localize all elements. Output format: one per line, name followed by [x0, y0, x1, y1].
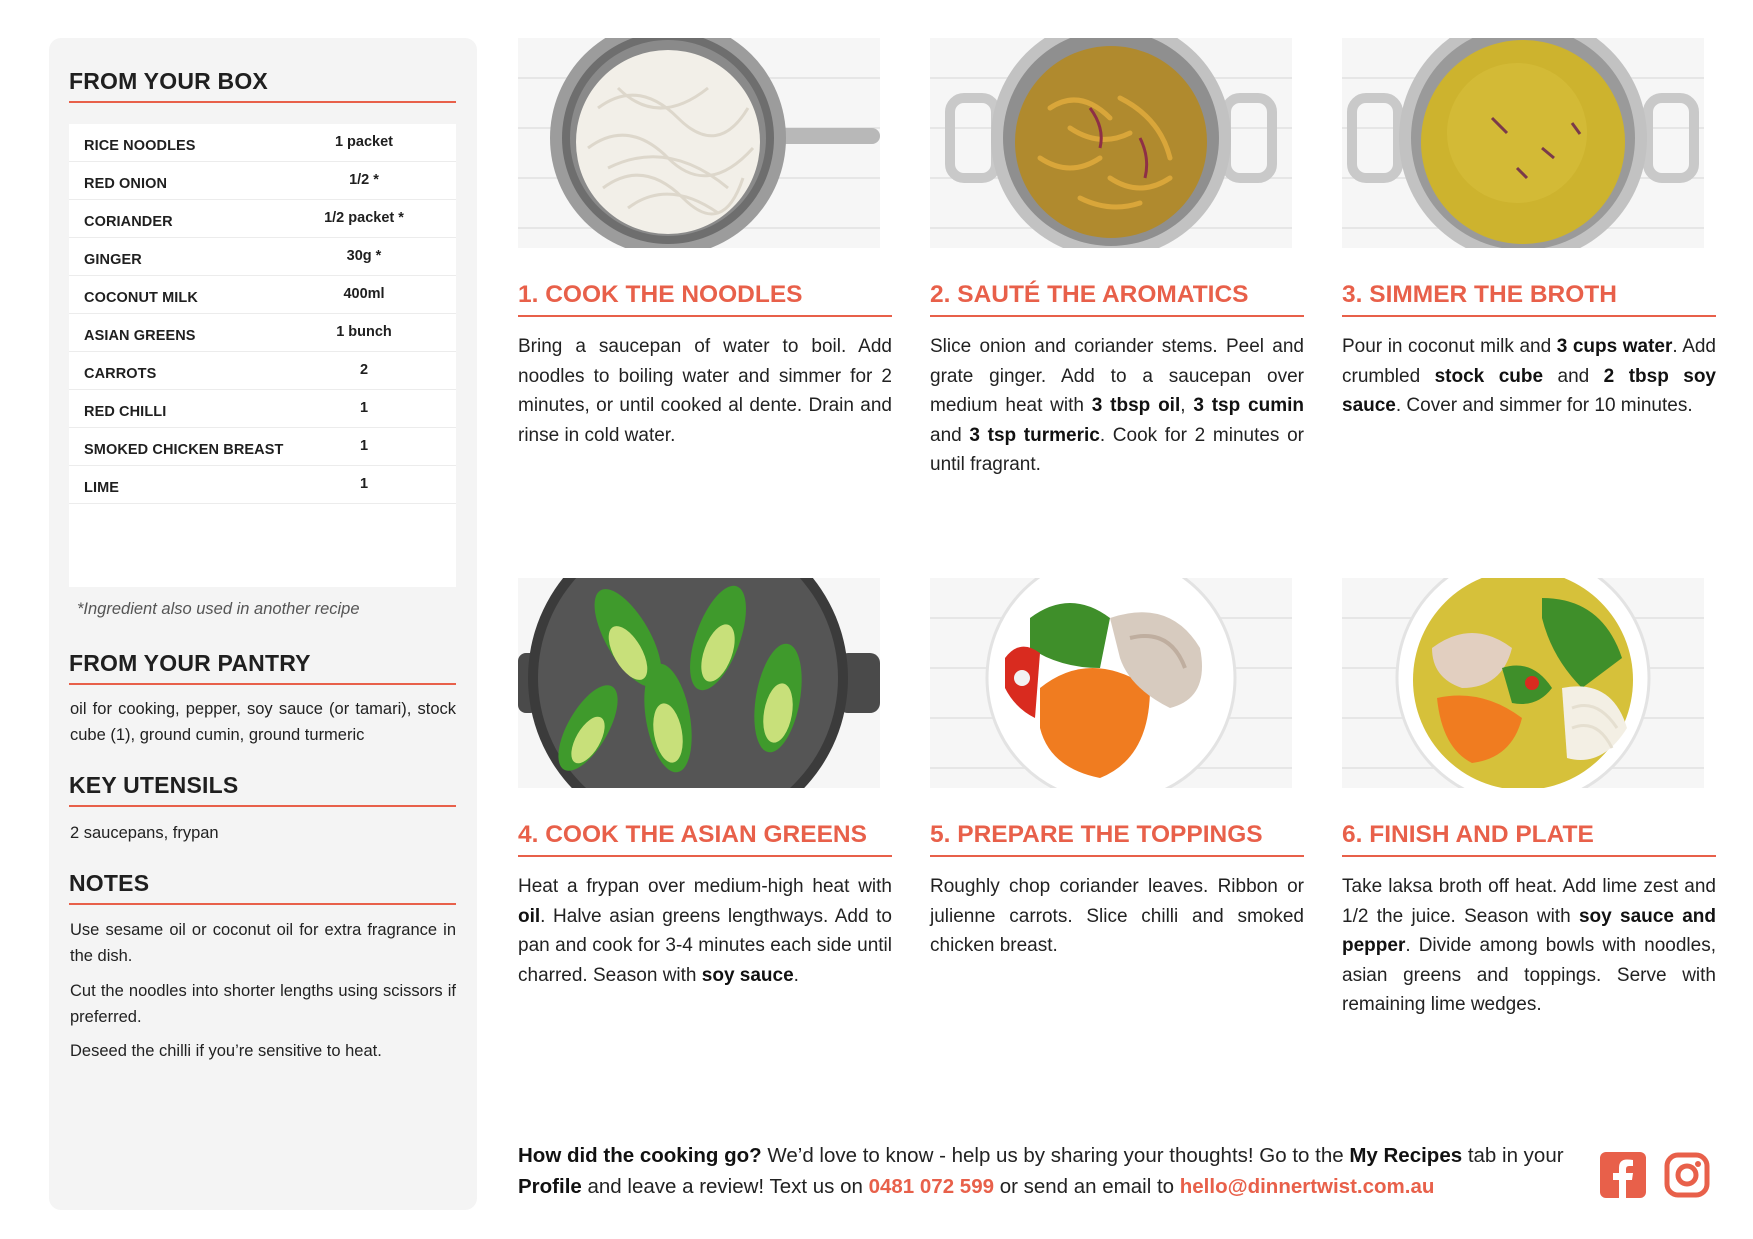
- ingredients-sidebar: [49, 38, 477, 1210]
- profile-label: Profile: [518, 1175, 582, 1198]
- instruction-text: Slice onion and coriander stems. Peel and grate ginger. Add to a saucepan over medium heat with: [930, 336, 1304, 416]
- step-3-photo-broth: [1342, 38, 1704, 248]
- ingredient-row: [69, 162, 456, 200]
- ingredient-footnote: *Ingredient also used in another recipe: [77, 600, 360, 618]
- ingredient-name: RICE NOODLES: [84, 138, 196, 154]
- highlighted-ingredient: soy sauce and pepper: [1342, 905, 1717, 956]
- ingredient-name: GINGER: [84, 252, 142, 268]
- instagram-icon[interactable]: [1664, 1152, 1710, 1198]
- note-item: Use sesame oil or coconut oil for extra fragrance in the dish.: [70, 921, 456, 965]
- step-1-photo-noodles: [518, 38, 880, 248]
- ingredient-qty: 1 bunch: [336, 324, 392, 340]
- ingredient-name: SMOKED CHICKEN BREAST: [84, 442, 284, 458]
- step-6-text: [1342, 872, 1716, 1020]
- highlighted-ingredient: stock cube: [1434, 365, 1544, 387]
- ingredient-qty: 2: [359, 362, 369, 378]
- instruction-text: Pour in coconut milk and: [1342, 336, 1557, 357]
- ingredient-name: LIME: [84, 480, 120, 496]
- highlighted-ingredient: 3 tsp cumin: [1193, 395, 1304, 416]
- step-2-text: [930, 332, 1304, 480]
- step-3-title: 3. SIMMER THE BROTH: [1342, 281, 1716, 317]
- instruction-text: . Add crumbled: [1342, 336, 1716, 387]
- facebook-icon[interactable]: [1600, 1152, 1646, 1198]
- step-1-text: [518, 332, 892, 450]
- step-5-title: 5. PREPARE THE TOPPINGS: [930, 821, 1304, 857]
- note-item: Deseed the chilli if you’re sensitive to heat.: [70, 1042, 382, 1060]
- highlighted-ingredient: 2 tbsp soy sauce: [1342, 365, 1716, 416]
- ingredient-qty: 1: [359, 400, 369, 416]
- ingredient-qty: 1/2 *: [349, 172, 379, 188]
- feedback-footer: [518, 1140, 1578, 1202]
- ingredient-row: [69, 352, 456, 390]
- highlighted-ingredient: oil: [518, 905, 541, 927]
- ingredient-row: [69, 200, 456, 238]
- ingredient-qty: 1: [359, 476, 369, 492]
- highlighted-ingredient: 3 tbsp oil: [1091, 395, 1181, 416]
- highlighted-ingredient: soy sauce: [701, 964, 794, 986]
- phone-link[interactable]: 0481 072 599: [868, 1175, 994, 1198]
- ingredient-row: [69, 390, 456, 428]
- ingredient-qty: 30g *: [346, 248, 382, 264]
- instruction-text: .: [793, 964, 799, 986]
- ingredient-row: [69, 466, 456, 504]
- step-2-photo-aromatics: [930, 38, 1292, 248]
- ingredient-qty: 400ml: [343, 286, 385, 302]
- step-4-text: [518, 872, 892, 990]
- step-4-title: 4. COOK THE ASIAN GREENS: [518, 821, 892, 857]
- ingredient-name: RED CHILLI: [84, 404, 167, 420]
- ingredient-name: COCONUT MILK: [84, 290, 198, 306]
- ingredient-name: RED ONION: [84, 176, 168, 192]
- instruction-text: ,: [1180, 395, 1194, 416]
- from-your-pantry-heading: FROM YOUR PANTRY: [69, 650, 456, 685]
- ingredient-row: [69, 238, 456, 276]
- key-utensils-heading: KEY UTENSILS: [69, 772, 456, 807]
- ingredient-name: CORIANDER: [84, 214, 173, 230]
- ingredient-row: [69, 124, 456, 162]
- ingredient-name: CARROTS: [84, 366, 157, 382]
- ingredient-row: [69, 428, 456, 466]
- pantry-text: oil for cooking, pepper, soy sauce (or tamari), stock cube (1), ground cumin, ground turmeric: [70, 700, 456, 744]
- step-2-title: 2. SAUTÉ THE AROMATICS: [930, 281, 1304, 317]
- instruction-text: Take laksa broth off heat. Add lime zest and 1/2 the juice. Season with: [1342, 876, 1716, 927]
- ingredient-qty: 1 packet: [334, 134, 394, 150]
- ingredient-qty: 1: [359, 438, 369, 454]
- step-1-title: 1. COOK THE NOODLES: [518, 281, 892, 317]
- email-link[interactable]: hello@dinnertwist.com.au: [1179, 1175, 1435, 1198]
- my-recipes-label: My Recipes: [1349, 1144, 1463, 1167]
- note-item: Cut the noodles into shorter lengths using scissors if preferred.: [70, 982, 456, 1026]
- instruction-text: and: [930, 424, 970, 446]
- feedback-text: tab in your: [1462, 1144, 1564, 1167]
- instruction-text: . Halve asian greens lengthways. Add to pan and cook for 3-4 minutes each side until charred. Season with: [518, 905, 892, 986]
- instruction-text: . Cover and simmer for 10 minutes.: [1395, 395, 1693, 416]
- ingredient-row: [69, 314, 456, 352]
- step-5-text: [930, 872, 1304, 961]
- step-5-photo-toppings: [930, 578, 1292, 788]
- feedback-question: How did the cooking go?: [518, 1144, 762, 1167]
- instruction-text: . Divide among bowls with noodles, asian greens and toppings. Serve with remaining lime wedges.: [1342, 935, 1716, 1015]
- step-6-title: 6. FINISH AND PLATE: [1342, 821, 1716, 857]
- instruction-text: Bring a saucepan of water to boil. Add noodles to boiling water and simmer for 2 minutes, or until cooked al dente. Drain and rinse in cold water.: [518, 336, 892, 446]
- instruction-text: Heat a frypan over medium-high heat with: [518, 876, 892, 897]
- feedback-text: We’d love to know - help us by sharing your thoughts! Go to the: [761, 1144, 1350, 1167]
- step-6-photo-finished-laksa: [1342, 578, 1704, 788]
- ingredient-qty: 1/2 packet *: [324, 210, 404, 226]
- step-3-text: [1342, 332, 1716, 421]
- instruction-text: . Cook for 2 minutes or until fragrant.: [930, 424, 1304, 475]
- instruction-text: and: [1543, 365, 1604, 387]
- from-your-box-heading: FROM YOUR BOX: [69, 68, 456, 103]
- feedback-text: and leave a review! Text us on: [581, 1175, 869, 1198]
- ingredient-row: [69, 276, 456, 314]
- step-4-photo-asian-greens: [518, 578, 880, 788]
- instruction-text: Roughly chop coriander leaves. Ribbon or julienne carrots. Slice chilli and smoked chicken breast.: [930, 876, 1304, 956]
- highlighted-ingredient: 3 tsp turmeric: [969, 424, 1100, 446]
- notes-heading: NOTES: [69, 870, 456, 905]
- highlighted-ingredient: 3 cups water: [1556, 336, 1673, 357]
- utensils-text: 2 saucepans, frypan: [70, 824, 219, 842]
- feedback-text: or send an email to: [994, 1175, 1180, 1198]
- ingredient-name: ASIAN GREENS: [84, 328, 196, 344]
- ingredients-table: [69, 124, 456, 587]
